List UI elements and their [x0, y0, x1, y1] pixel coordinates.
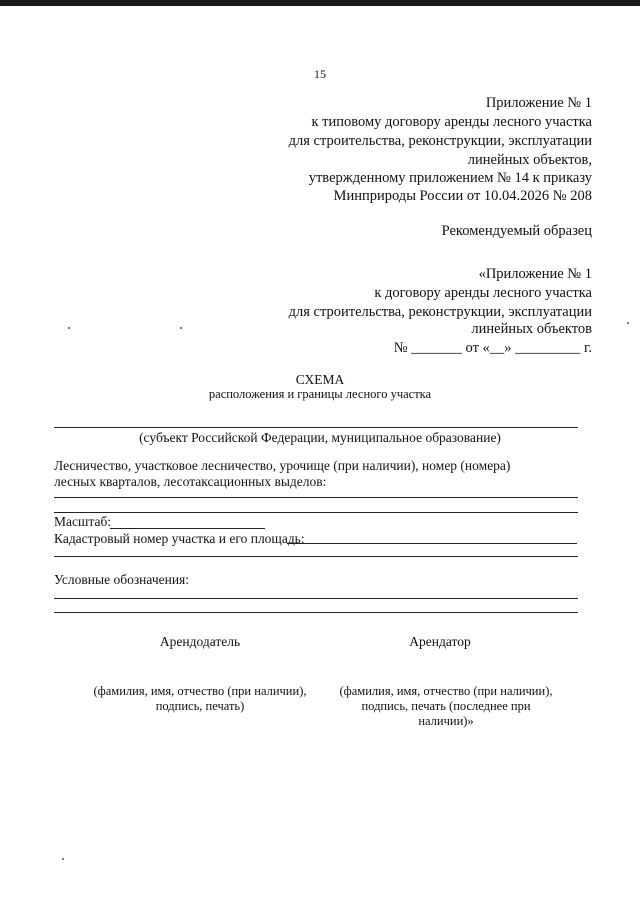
scan-top-edge — [0, 0, 640, 6]
appendix-line-3: для строительства, реконструкции, эксплуатации — [288, 133, 592, 149]
scan-speck — [68, 327, 70, 329]
forestry-fill-line-2 — [54, 512, 578, 513]
lessee-caption-line-1: (фамилия, имя, отчество (при наличии), — [339, 684, 553, 698]
appendix-line-2: к типовому договору аренды лесного участка — [311, 114, 592, 130]
subject-caption: (субъект Российской Федерации, муниципальное образование) — [139, 430, 501, 445]
subject-fill-line — [54, 427, 578, 428]
recommended-sample: Рекомендуемый образец — [441, 223, 592, 239]
lessee-title: Арендатор — [409, 634, 471, 649]
page-number: 15 — [314, 67, 326, 81]
legend-label: Условные обозначения: — [54, 572, 190, 587]
scheme-title: СХЕМА — [295, 372, 345, 387]
forestry-fill-line-1 — [54, 497, 578, 498]
appendix-line-6: Минприроды России от 10.04.2026 № 208 — [333, 188, 592, 204]
scan-speck — [180, 327, 182, 329]
forestry-label-line-1: Лесничество, участковое лесничество, урочище (при наличии), номер (номера) — [54, 458, 511, 473]
scale-fill-line — [110, 528, 265, 529]
inner-appendix-line-4: линейных объектов — [471, 321, 592, 337]
inner-appendix-line-3: для строительства, реконструкции, эксплуатации — [288, 304, 592, 320]
inner-appendix-line-1: «Приложение № 1 — [478, 266, 592, 282]
lessee-caption-line-3: наличии)» — [418, 714, 474, 728]
cadastral-fill-line-2 — [54, 556, 578, 557]
appendix-line-5: утвержденному приложением № 14 к приказу — [308, 170, 592, 186]
legend-fill-line-1 — [54, 598, 578, 599]
scheme-subtitle: расположения и границы лесного участка — [208, 387, 432, 401]
forestry-label-line-2: лесных кварталов, лесотаксационных выделов: — [54, 474, 327, 489]
cadastral-label: Кадастровый номер участка и его площадь: — [54, 531, 305, 546]
scan-speck — [627, 322, 629, 324]
appendix-line-1: Приложение № 1 — [485, 95, 592, 111]
inner-appendix-line-5: № _______ от «__» _________ г. — [393, 340, 592, 356]
cadastral-fill-line-1 — [287, 543, 577, 544]
lessor-caption-line-2: подпись, печать) — [155, 699, 245, 713]
scan-speck — [62, 858, 64, 860]
inner-appendix-line-2: к договору аренды лесного участка — [374, 285, 592, 301]
lessee-caption-line-2: подпись, печать (последнее при — [361, 699, 531, 713]
lessor-caption-line-1: (фамилия, имя, отчество (при наличии), — [93, 684, 307, 698]
lessor-title: Арендодатель — [159, 634, 241, 649]
legend-fill-line-2 — [54, 612, 578, 613]
appendix-line-4: линейных объектов, — [467, 152, 592, 168]
scale-label: Масштаб: — [54, 514, 112, 529]
